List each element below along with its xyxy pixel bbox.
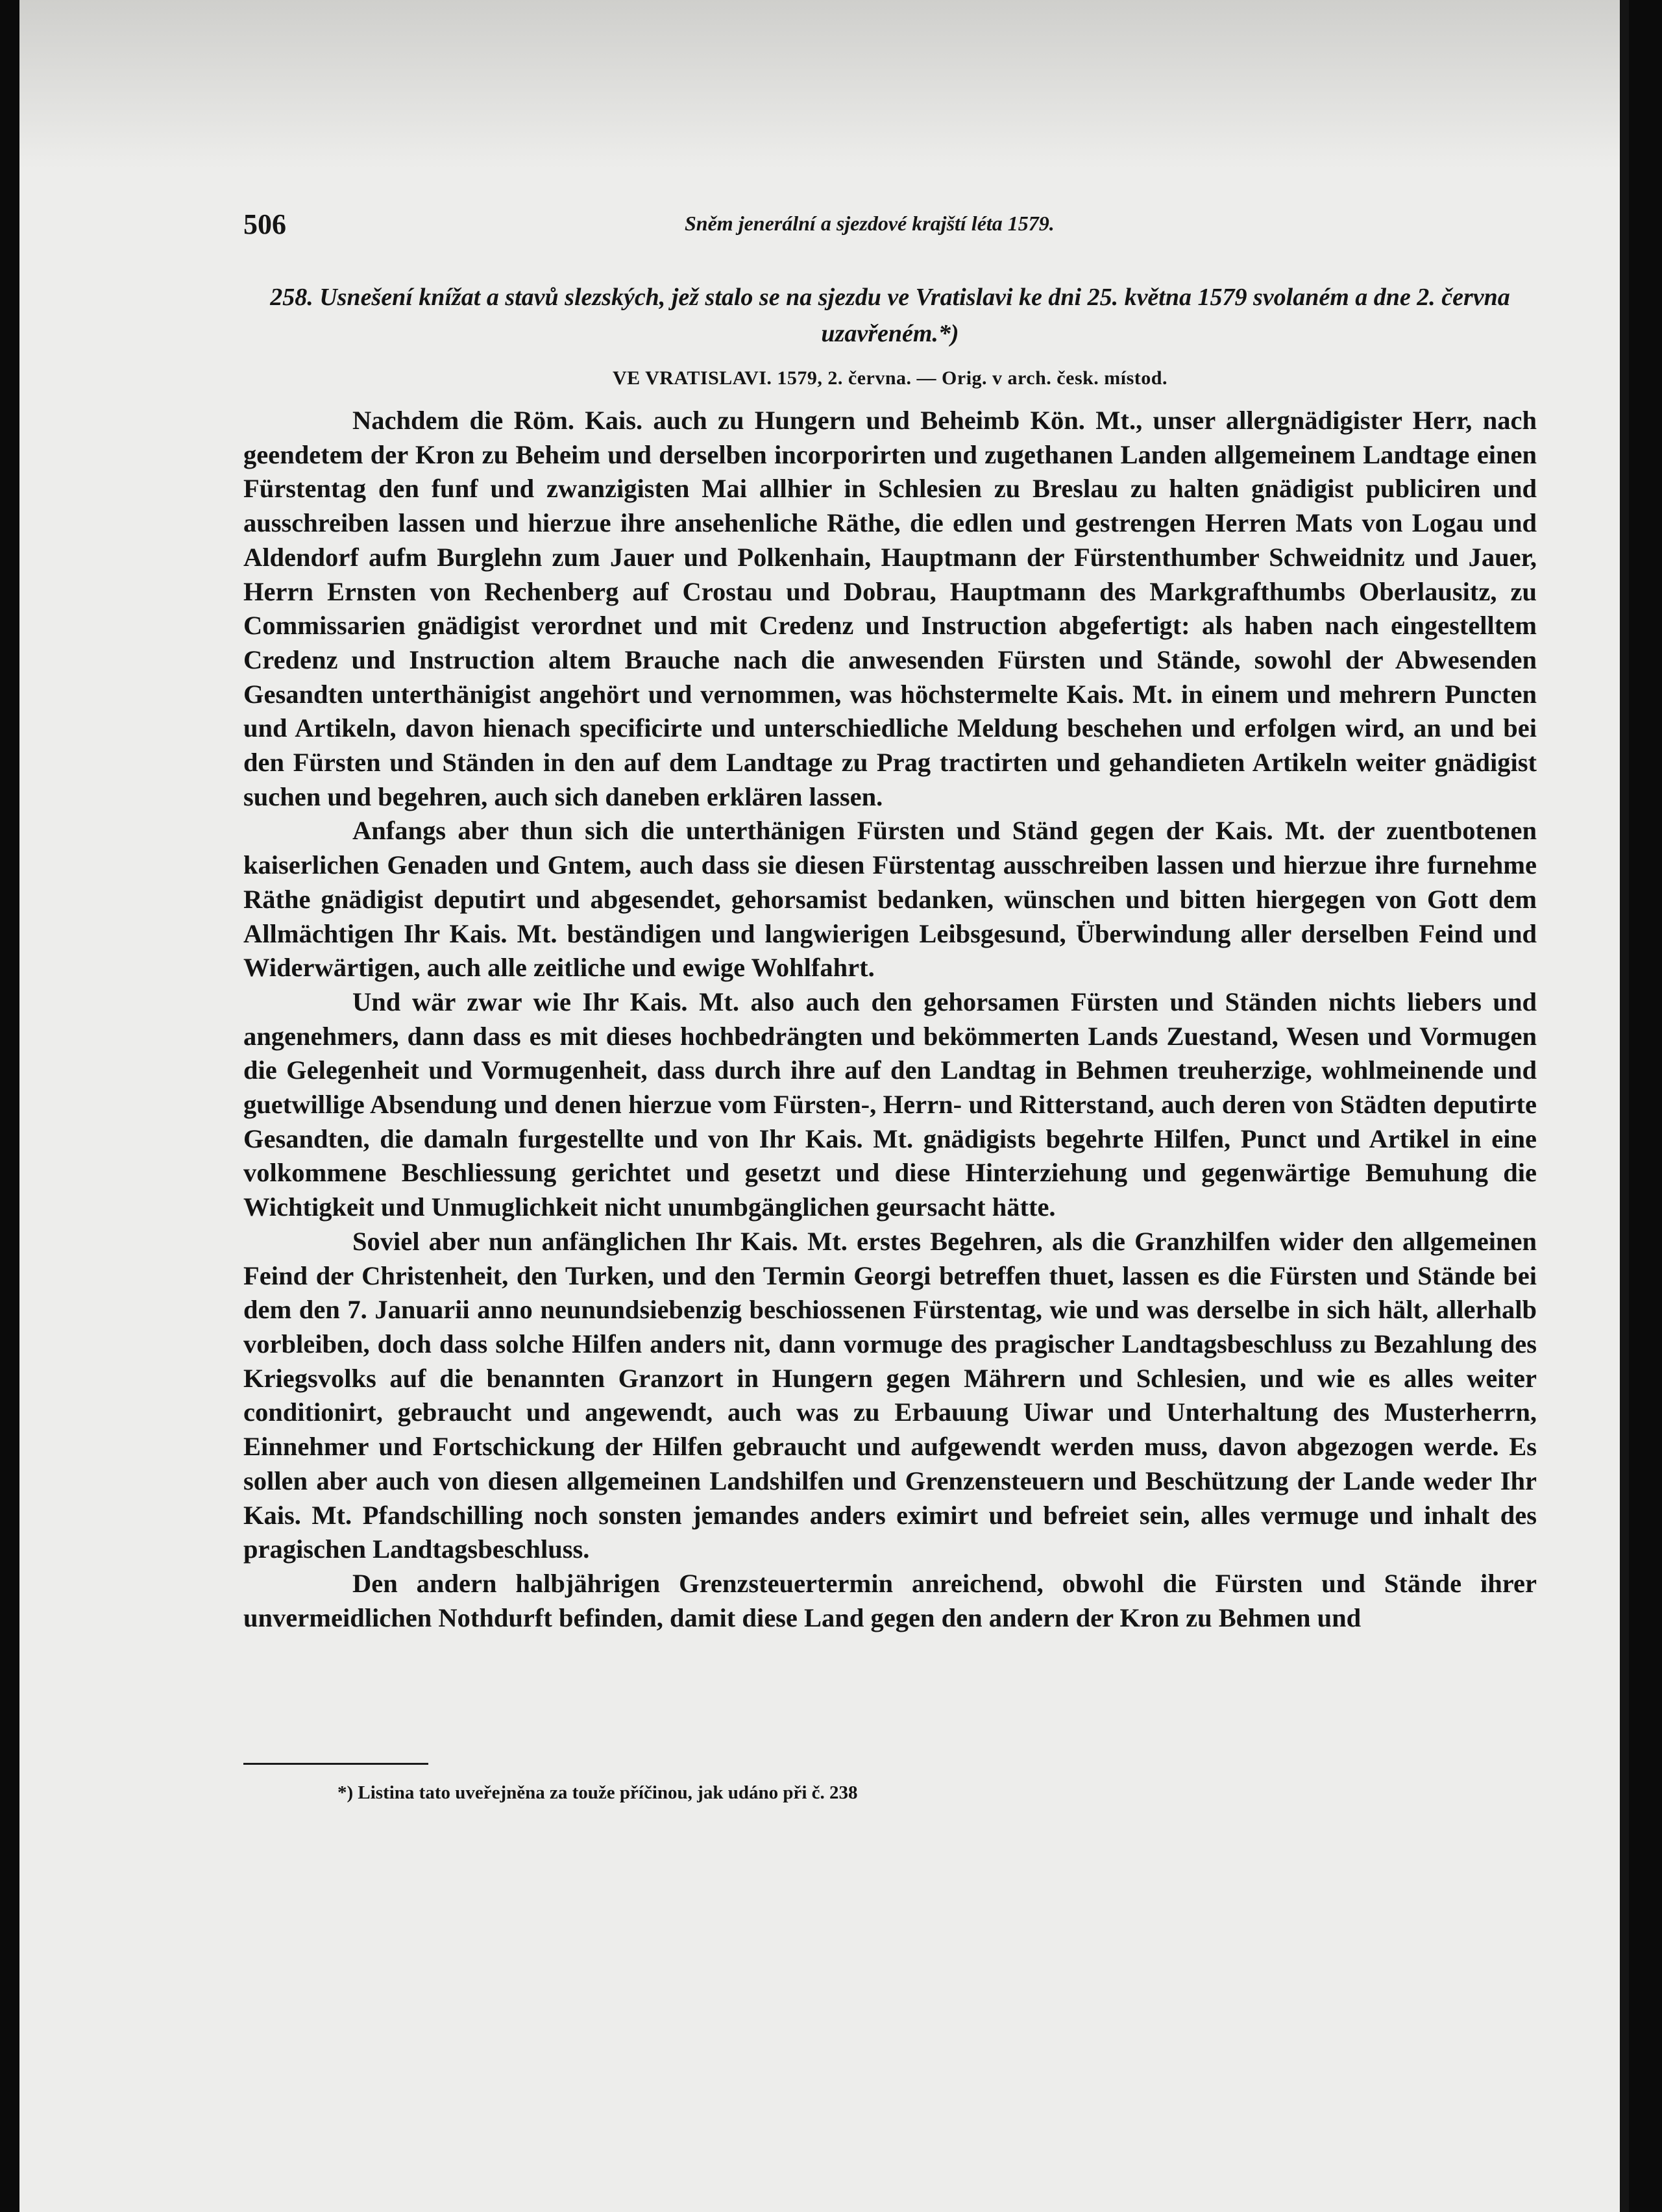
paragraph: Anfangs aber thun sich die unterthänigen Fürsten und Ständ gegen der Kais. Mt. der zuentbotenen kaiserlichen Genaden und Gntem, auch dass sie diesen Fürstentag ausschreiben lassen und hierzue ihre furnehme Räthe gnädigist deputirt und abgesendet, gehorsamist bedanken, wünschen und bitten hiergegen von Gott dem Allmächtigen Ihr Kais. Mt. beständigen und langwierigen Leibsgesund, Überwindung aller derselben Feind und Widerwärtigen, auch alle zeitliche und ewige Wohlfahrt. xyxy=(243,816,1537,983)
document-body xyxy=(243,279,1537,1635)
dateline: VE VRATISLAVI. 1579, 2. června. — Orig. v arch. česk. místod. xyxy=(613,367,1167,389)
document-title xyxy=(243,279,1537,352)
footnote: *) Listina tato uveřejněna za touže příčinou, jak udáno při č. 238 xyxy=(337,1782,858,1803)
document-page xyxy=(19,0,1629,2212)
paragraph: Nachdem die Röm. Kais. auch zu Hungern und Beheimb Kön. Mt., unser allergnädigister Herr, nach geendetem der Kron zu Beheim und derselben incorporirten und zugethanen Landen allgemeinem Landtage einen Fürstentag den funf und zwanzigisten Mai allhier in Schlesien zu Breslau zu halten gnädigist publiciren und ausschreiben lassen und hierzue ihre ansehenliche Räthe, die edlen und gestrengen Herren Mats von Logau und Aldendorf aufm Burglehn zum Jauer und Polkenhain, Hauptmann der Fürstenthumber Schweidnitz und Jauer, Herrn Ernsten von Rechenberg auf Crostau und Dobrau, Hauptmann des Markgrafthumbs Oberlausitz, zu Commissarien gnädigist verordnet und mit Credenz und Instruction abgefertigt: als haben nach eingestelltem Credenz und Instruction altem Brauche nach die anwesenden Fürsten und Stände, sowohl der Abwesenden Gesandten unterthänigist angehört und vernommen, was höchstermelte Kais. Mt. in einem und mehrern Puncten und Artikeln, davon hienach specificirte und unterschiedliche Meldung beschehen und erfolgen wird, an und bei den Fürsten und Ständen in den auf dem Landtage zu Prag tractirten und gehandieten Artikeln weiter gnädigist suchen und begehren, auch sich daneben erklären lassen. xyxy=(243,406,1537,811)
page-number: 506 xyxy=(243,208,286,240)
document-number: 258. xyxy=(270,284,313,311)
running-head: Sněm jenerální a sjezdové krajští léta 1579. xyxy=(685,212,1055,235)
document-title-text: Usnešení knížat a stavů slezských, jež stalo se na sjezdu ve Vratislavi ke dni 25. května 1579 svolaném a dne 2. června uzavřeném.*) xyxy=(319,284,1510,347)
paragraph: Und wär zwar wie Ihr Kais. Mt. also auch den gehorsamen Fürsten und Ständen nichts liebers und angenehmers, dann dass es mit dieses hochbedrängten und bekömmerten Lands Zuestand, Wesen und Vormugen die Gelegenheit und Vormugenheit, dass durch ihre auf den Landtag in Behmen treuherzige, wohlmeinende und guetwillige Absendung und denen hierzue vom Fürsten-, Herrn- und Ritterstand, auch deren von Städten deputirte Gesandten, die damaln furgestellte und von Ihr Kais. Mt. gnädigists begehrte Hilfen, Punct und Artikel in eine volkommene Beschliessung gerichtet und gesetzt und diese Hinterziehung und gegenwärtige Bemuhung die Wichtigkeit und Unmuglichkeit nicht unumbgänglichen geursacht hätte. xyxy=(243,987,1537,1222)
paragraph: Den andern halbjährigen Grenzsteuertermin anreichend, obwohl die Fürsten und Stände ihrer unvermeidlichen Nothdurft befinden, damit diese Land gegen den andern der Kron zu Behmen und xyxy=(243,1568,1537,1632)
footnote-divider xyxy=(243,1763,428,1765)
scan-shading xyxy=(19,0,1620,169)
paragraph: Soviel aber nun anfänglichen Ihr Kais. Mt. erstes Begehren, als die Granzhilfen wider den allgemeinen Feind der Christenheit, den Turken, und den Termin Georgi betreffen thuet, lassen es die Fürsten und Stände bei dem den 7. Januarii anno neunundsiebenzig beschiossenen Fürstentag, wie und was derselbe in sich hält, allerhalb vorbleiben, doch dass solche Hilfen anders nit, dann vormuge des pragischer Landtagsbeschluss zu Bezahlung des Kriegsvolks auf die benannten Granzort in Hungern gegen Mährern und Schlesien, und wie es alles weiter conditionirt, gebraucht und angewendt, auch was zu Erbauung Uiwar und Unterhaltung des Musterherrn, Einnehmer und Fortschickung der Hilfen gebraucht und aufgewendt werden muss, davon abgezogen werde. Es sollen aber auch von diesen allgemeinen Landshilfen und Grenzensteuern und Beschützung der Lande weder Ihr Kais. Mt. Pfandschilling noch sonsten jemandes anders eximirt und befreiet sein, alles vermuge und inhalt des pragischen Landtagsbeschluss. xyxy=(243,1226,1537,1564)
page-header xyxy=(243,208,1541,247)
